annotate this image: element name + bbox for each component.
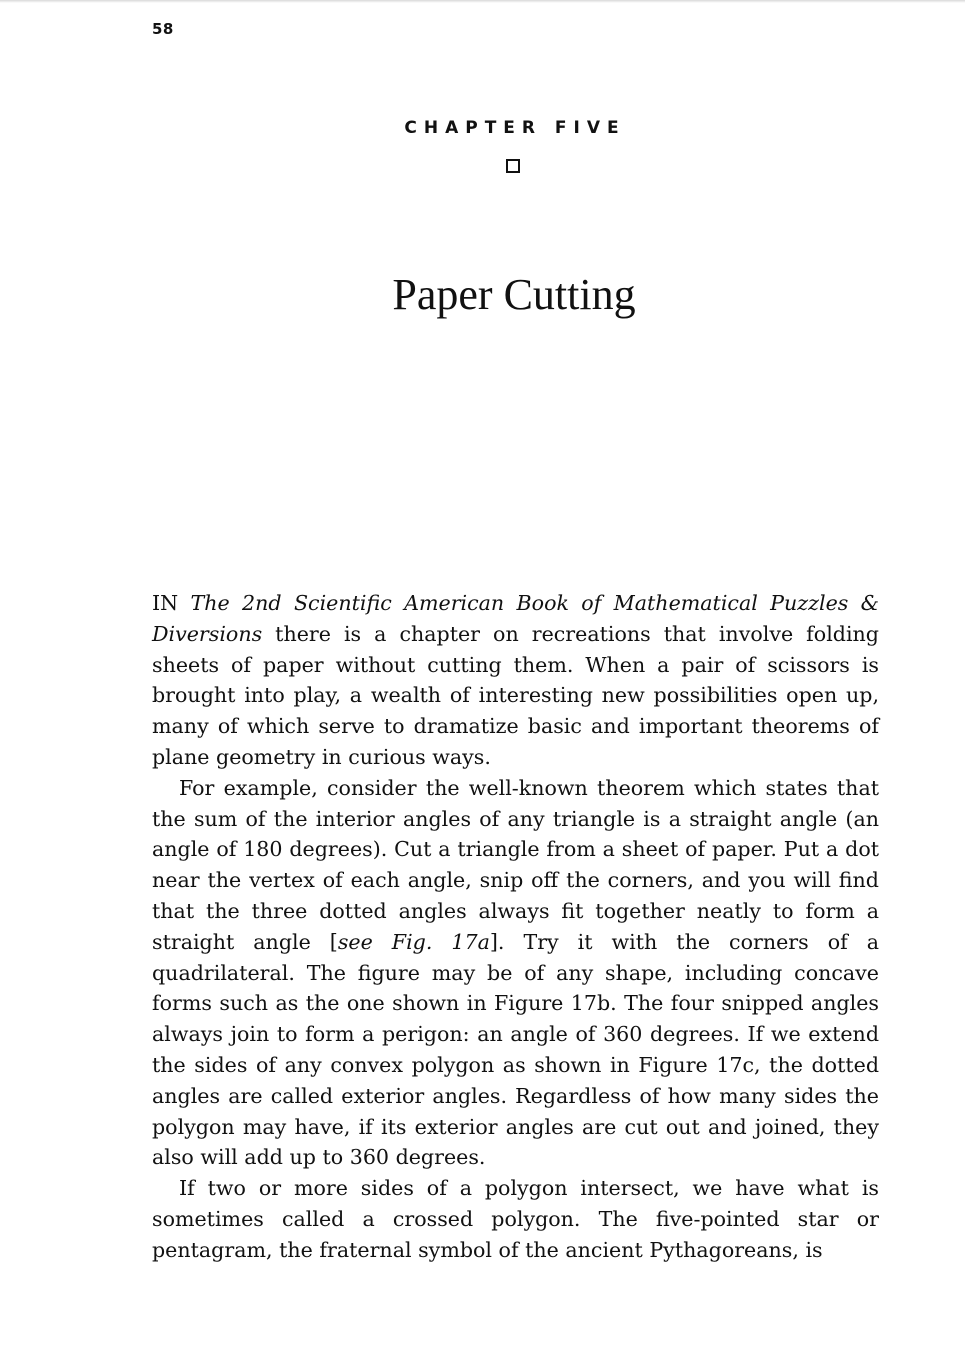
book-title: The 2nd Scientific American Book of Mathematical Puzzles & Diversions xyxy=(152,591,880,646)
paragraph-2-text-before: For example, consider the well-known theorem which states that the sum of the interior angles of any triangle is a straight angle (an angle of 180 degrees). Cut a triangle from a sheet of paper. Put a dot near the vertex of each angle, snip off the corners, and you will find that the three dotted angles always fit together neatly to form a straight angle [ xyxy=(152,775,879,954)
paragraph-3-text: If two or more sides of a polygon intersect, we have what is sometimes called a crossed polygon. The five-pointed star or pentagram, the fraternal symbol of the ancient Pythagoreans, is xyxy=(152,1176,879,1262)
paragraph-1-opening: IN xyxy=(152,591,191,615)
paragraph-1 xyxy=(152,588,879,773)
chapter-title: Paper Cutting xyxy=(392,270,636,320)
page-top-edge xyxy=(0,0,965,3)
paragraph-3 xyxy=(152,1173,879,1265)
paragraph-1-text: there is a chapter on recreations that involve folding sheets of paper without cutting them. When a pair of scissors is brought into play, a wealth of interesting new possibilities open up, many of which serve to dramatize basic and important theorems of plane geometry in curious ways. xyxy=(152,621,879,769)
paragraph-2-text-after: ]. Try it with the corners of a quadrilateral. The figure may be of any shape, including concave forms such as the one shown in Figure 17b. The four snipped angles always join to form a perigon: an angle of 360 degrees. If we extend the sides of any convex polygon as shown in Figure 17c, the dotted angles are called exterior angles. Regardless of how many sides the polygon may have, if its exterior angles are cut out and joined, they also will add up to 360 degrees. xyxy=(152,929,879,1170)
paragraph-2 xyxy=(152,773,879,1173)
body-text xyxy=(152,588,879,1266)
figure-reference: see Fig. 17a xyxy=(337,929,490,954)
page-number: 58 xyxy=(152,20,174,38)
chapter-label: CHAPTER FIVE xyxy=(404,118,626,138)
chapter-ornament-box xyxy=(506,159,520,173)
